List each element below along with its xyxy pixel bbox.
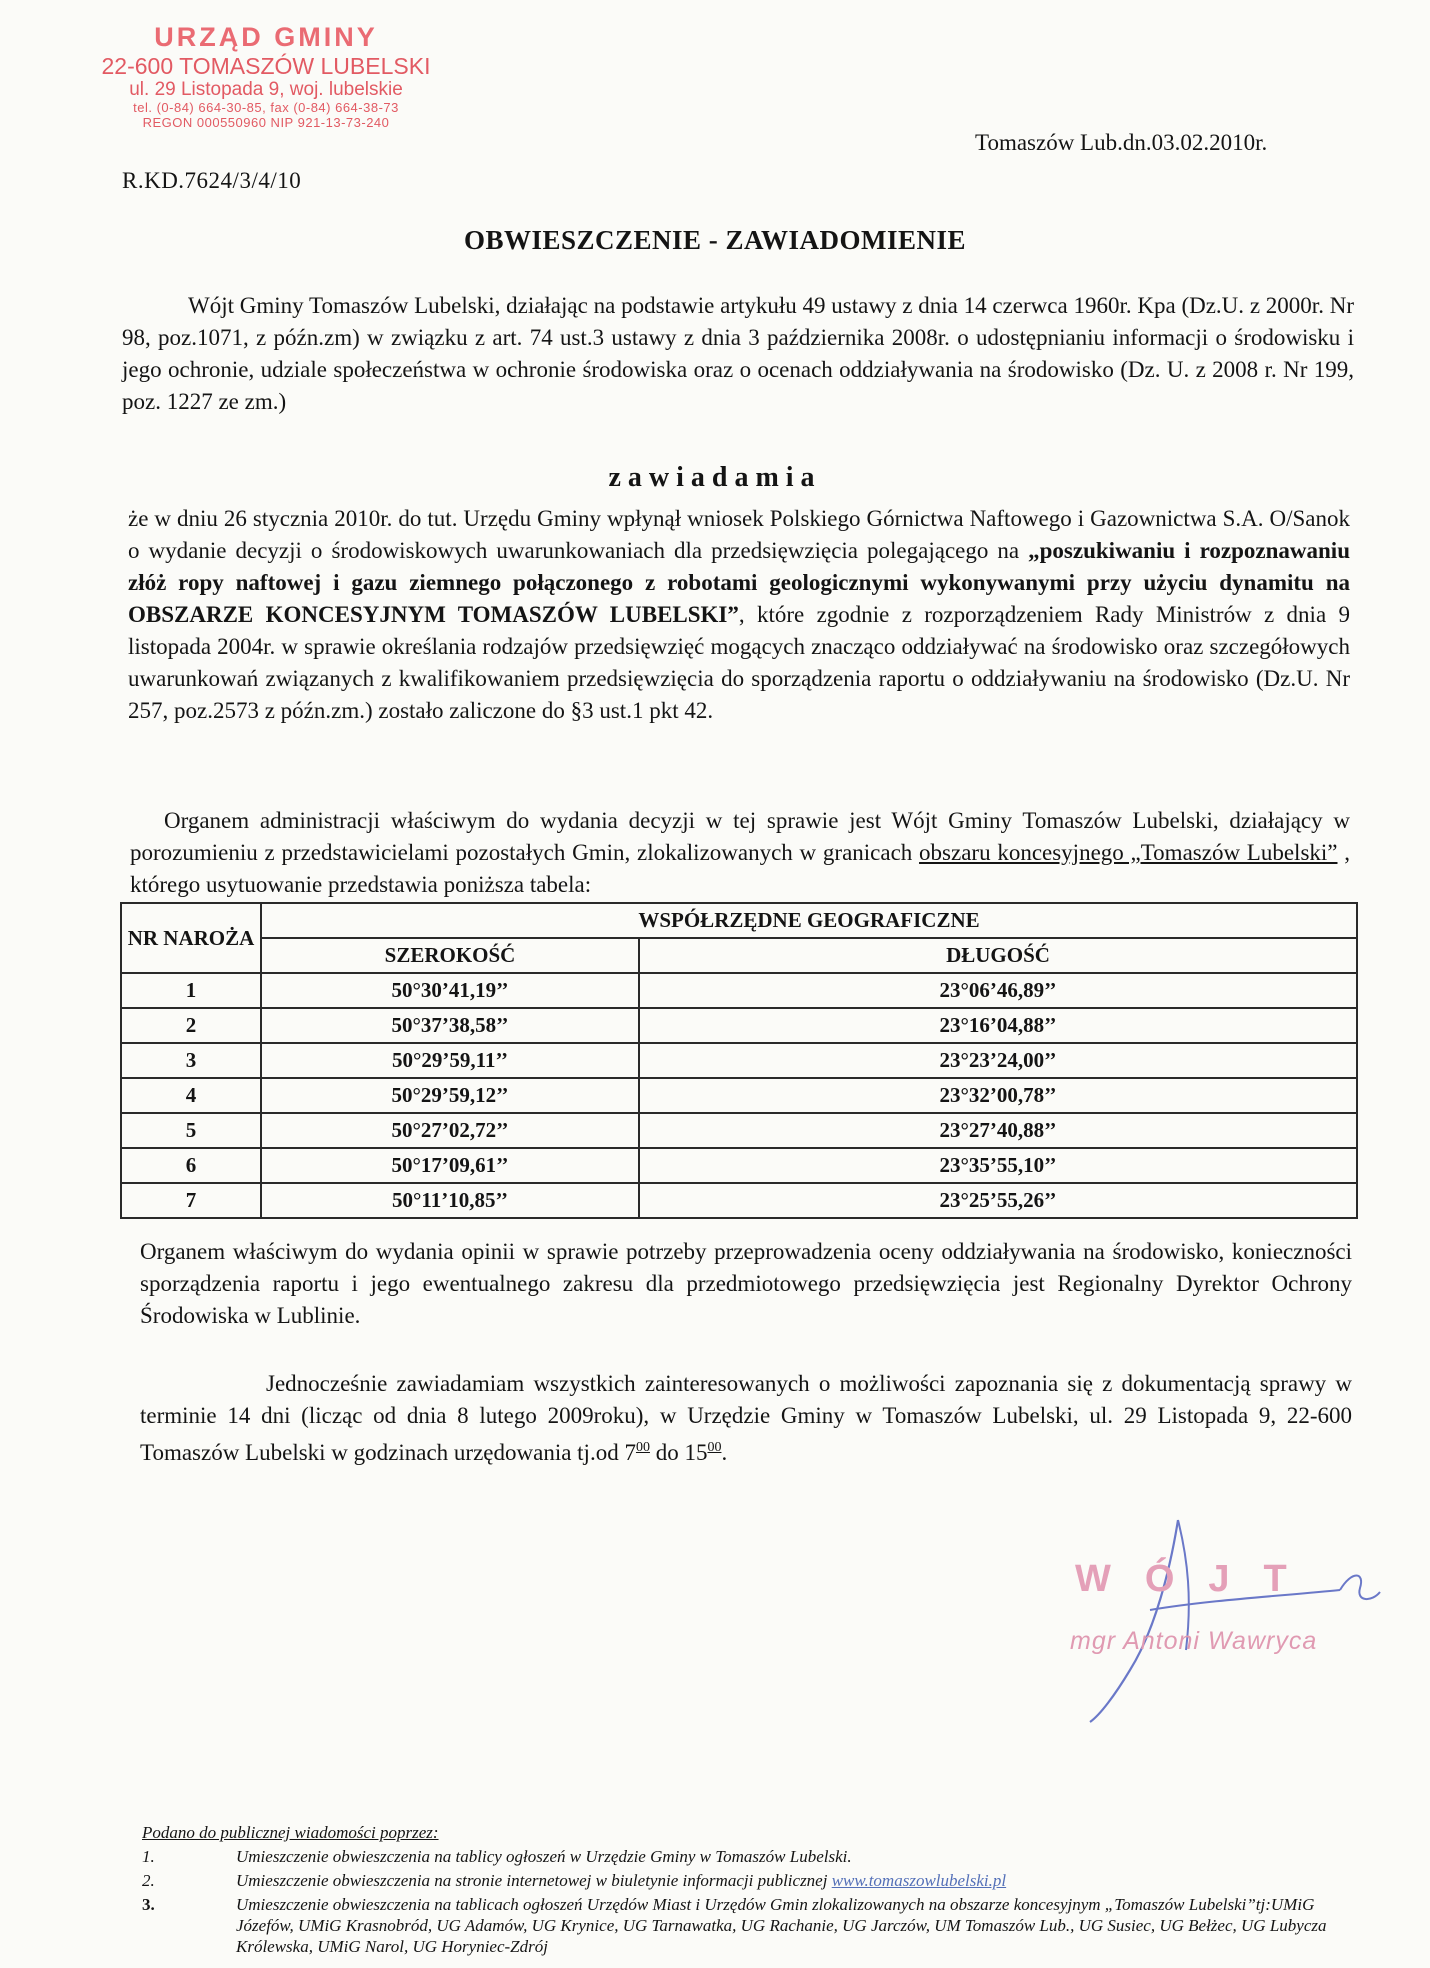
longitude-cell: 23°06’46,89’’	[639, 973, 1357, 1008]
stamp-line-1: URZĄD GMINY	[154, 22, 378, 52]
latitude-cell: 50°30’41,19’’	[261, 973, 639, 1008]
col-header-latitude: SZEROKOŚĆ	[261, 938, 639, 973]
latitude-cell: 50°17’09,61’’	[261, 1148, 639, 1183]
col-header-corner-number: NR NAROŻA	[121, 903, 261, 973]
latitude-cell: 50°37’38,58’’	[261, 1008, 639, 1043]
footer-item-text	[236, 1870, 1346, 1891]
inspection-text: Jednocześnie zawiadamiam wszystkich zainteresowanych o możliwości zapoznania się z dokumentacją sprawy w terminie 14 dni (licząc od dnia 8 lutego 2009roku), w Urzędzie Gminy w Tomaszów Lubelski, ul. 29 Listopada 9, 22-600 Tomaszów Lubelski w godzinach urzędowania tj.od 7	[140, 1371, 1352, 1465]
corner-number-cell: 5	[121, 1113, 261, 1148]
document-title: OBWIESZCZENIE - ZAWIADOMIENIE	[463, 225, 967, 255]
authority-text-b: , którego usytuowanie przedstawia poniższa tabela:	[130, 840, 1350, 897]
website-link[interactable]: www.tomaszowlubelski.pl	[831, 1871, 1007, 1890]
table-row	[121, 1183, 1357, 1218]
authority-paragraph	[130, 805, 1350, 901]
opinion-paragraph: Organem właściwym do wydania opinii w sprawie potrzeby przeprowadzenia oceny oddziaływania na środowisko, konieczności sporządzenia raportu i jego ewentualnego zakresu dla przedmiotowego przedsięwzięcia jest Regionalny Dyrektor Ochrony Środowiska w Lublinie.	[140, 1239, 1352, 1328]
intro-paragraph: Wójt Gminy Tomaszów Lubelski, działając na podstawie artykułu 49 ustawy z dnia 14 czerwca 1960r. Kpa (Dz.U. z 2000r. Nr 98, poz.1071, z późn.zm) w związku z art. 74 ust.3 ustawy z dnia 3 października 2008r. o udostępnianiu informacji o środowisku i jego ochronie, udziale społeczeństwa w ochronie środowiska oraz o ocenach oddziaływania na środowisko (Dz. U. z 2008 r. Nr 199, poz. 1227 ze zm.)	[122, 293, 1354, 414]
corner-number-cell: 2	[121, 1008, 261, 1043]
coordinates-table	[120, 902, 1358, 1219]
signature-title: WÓJT	[1075, 1558, 1321, 1600]
latitude-cell: 50°29’59,11’’	[261, 1043, 639, 1078]
footer-item-number: 1.	[142, 1847, 155, 1866]
table-row	[121, 1113, 1357, 1148]
inspection-paragraph	[140, 1368, 1352, 1469]
concession-area-name: obszaru koncesyjnego „Tomaszów Lubelski”	[919, 840, 1338, 865]
stamp-line-5: REGON 000550960 NIP 921-13-73-240	[142, 115, 390, 131]
stamp-line-4: tel. (0-84) 664-30-85, fax (0-84) 664-38-73	[133, 100, 399, 116]
handwritten-signature	[1060, 1510, 1390, 1730]
reference-number: R.KD.7624/3/4/10	[122, 168, 302, 193]
corner-number-cell: 3	[121, 1043, 261, 1078]
col-header-longitude: DŁUGOŚĆ	[639, 938, 1357, 973]
corner-number-cell: 6	[121, 1148, 261, 1183]
footer-item-text: Umieszczenie obwieszczenia na tablicach ogłoszeń Urzędów Miast i Urzędów Gmin zlokalizowanych na obszarze koncesyjnym „Tomaszów Lubelski”tj:UMiG Józefów, UMiG Krasnobród, UG Adamów, UG Krynice, UG Tarnawatka, UG Rachanie, UG Jarczów, UM Tomaszów Lub., UG Susiec, UG Bełżec, UG Lubycza Królewska, UMiG Narol, UG Horyniec-Zdrój	[236, 1895, 1327, 1956]
longitude-cell: 23°27’40,88’’	[639, 1113, 1357, 1148]
longitude-cell: 23°25’55,26’’	[639, 1183, 1357, 1218]
authority-text-a: Organem administracji właściwym do wydania decyzji w tej sprawie jest Wójt Gminy Tomaszów Lubelski, działający w porozumieniu z przedstawicielami pozostałych Gmin, zlokalizowanych w granicach	[130, 808, 1350, 865]
inspection-text-mid: do 15	[649, 1440, 708, 1465]
longitude-cell: 23°35’55,10’’	[639, 1148, 1357, 1183]
footer-heading: Podano do publicznej wiadomości poprzez:	[142, 1823, 439, 1842]
announce-heading: zawiadamia	[608, 462, 822, 493]
signature-name: mgr Antoni Wawryca	[1070, 1627, 1318, 1655]
footer-item-text-part: Umieszczenie obwieszczenia na stronie internetowej w biuletynie informacji publicznej	[236, 1871, 832, 1890]
longitude-cell: 23°32’00,78’’	[639, 1078, 1357, 1113]
corner-number-cell: 1	[121, 973, 261, 1008]
project-name: „poszukiwaniu i rozpoznawaniu złóż ropy naftowej i gazu ziemnego połączonego z robotami geologicznymi wykonywanymi przy użyciu dynamitu na OBSZARZE KONCESYJNYM TOMASZÓW LUBELSKI”	[128, 538, 1350, 627]
notice-paragraph	[128, 503, 1350, 727]
notice-text-a: że w dniu 26 stycznia 2010r. do tut. Urzędu Gminy wpłynął wniosek Polskiego Górnictwa Naftowego i Gazownictwa S.A. O/Sanok o wydanie decyzji o środowiskowych uwarunkowaniach dla przedsięwzięcia polegającego na	[128, 506, 1350, 563]
table-row	[121, 1078, 1357, 1113]
footer-item-text: Umieszczenie obwieszczenia na tablicy ogłoszeń w Urzędzie Gminy w Tomaszów Lubelski.	[236, 1847, 852, 1866]
longitude-cell: 23°16’04,88’’	[639, 1008, 1357, 1043]
latitude-cell: 50°29’59,12’’	[261, 1078, 639, 1113]
table-row	[121, 1008, 1357, 1043]
corner-number-cell: 4	[121, 1078, 261, 1113]
date-line: Tomaszów Lub.dn.03.02.2010r.	[975, 130, 1268, 155]
hour-start-minutes: 00	[635, 1440, 650, 1455]
stamp-line-3: ul. 29 Listopada 9, woj. lubelskie	[129, 79, 403, 101]
stamp-line-2: 22-600 TOMASZÓW LUBELSKI	[101, 53, 431, 80]
table-row	[121, 1148, 1357, 1183]
notice-text-b: , które zgodnie z rozporządzeniem Rady Ministrów z dnia 9 listopada 2004r. w sprawie określania rodzajów przedsięwzięć mogących znacząco oddziaływać na środowisko oraz szczegółowych uwarunkowań związanych z kwalifikowaniem przedsięwzięcia do sporządzenia raportu o oddziaływaniu na środowisko (Dz.U. Nr 257, poz.2573 z późn.zm.) zostało zaliczone do §3 ust.1 pkt 42.	[128, 602, 1350, 723]
corner-number-cell: 7	[121, 1183, 261, 1218]
footer-item-number: 2.	[142, 1871, 155, 1890]
inspection-text-end: .	[721, 1440, 728, 1465]
table-row	[121, 1043, 1357, 1078]
table-row	[121, 973, 1357, 1008]
office-stamp	[96, 22, 436, 131]
footer-item-number: 3.	[142, 1895, 155, 1914]
hour-end-minutes: 00	[707, 1440, 722, 1455]
longitude-cell: 23°23’24,00’’	[639, 1043, 1357, 1078]
col-header-geo-coordinates: WSPÓŁRZĘDNE GEOGRAFICZNE	[261, 903, 1357, 938]
latitude-cell: 50°27’02,72’’	[261, 1113, 639, 1148]
latitude-cell: 50°11’10,85’’	[261, 1183, 639, 1218]
